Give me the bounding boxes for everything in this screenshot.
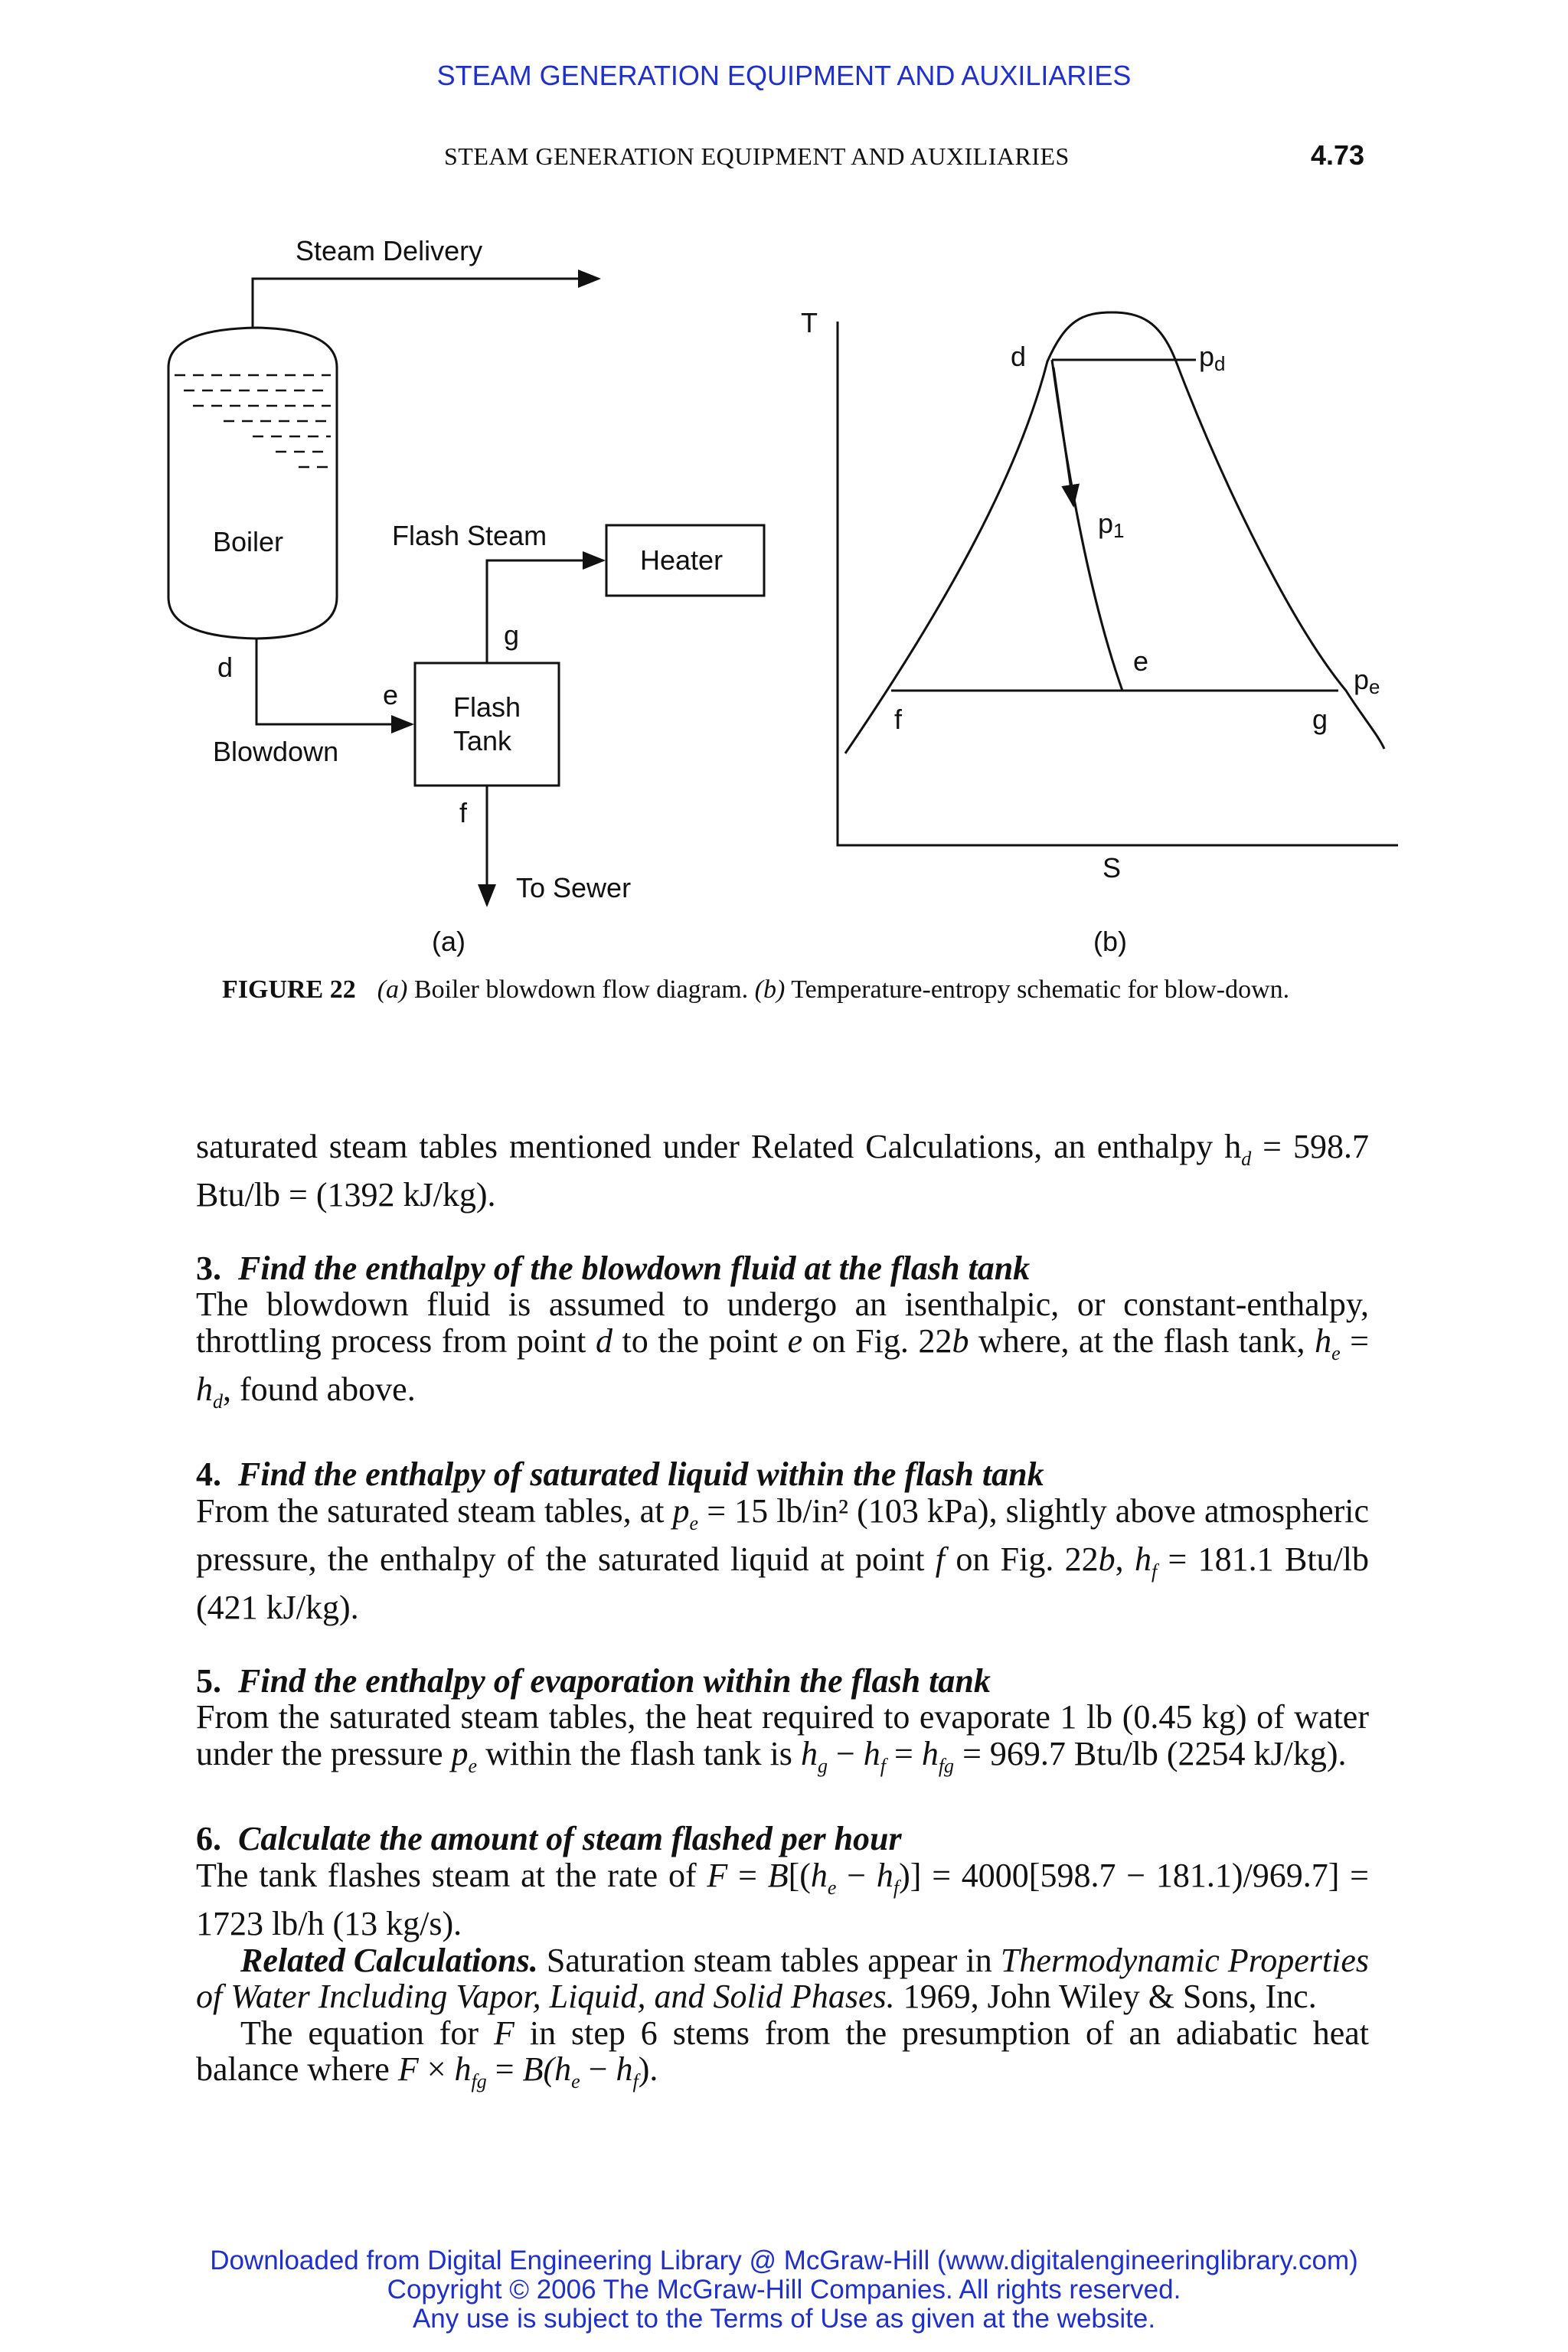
blowdown-label: Blowdown [213, 736, 339, 767]
point-g-label-b: g [1312, 704, 1328, 735]
point-d-label-b: d [1011, 341, 1027, 372]
steam-delivery-label: Steam Delivery [296, 235, 483, 266]
boiler-label: Boiler [213, 526, 284, 557]
caption-text-b: Temperature-entropy schematic for blow-down. [785, 975, 1290, 1004]
caption-part-a: (a) [377, 975, 408, 1004]
download-banner-title: STEAM GENERATION EQUIPMENT AND AUXILIARIES [436, 60, 1132, 91]
point-e-label-a: e [383, 679, 399, 710]
figure-panel-b [838, 312, 1398, 845]
pe-label: pe [1354, 664, 1380, 698]
step-4-text: From the saturated steam tables, at $p_e = 15$ lb/in² (103 kPa), slightly above atmospheric pressure, the enthalpy of the saturated liquid at point f on Fig. 22b, $h_f = 181.1$ Btu/lb (421 kJ/kg). [196, 1491, 1370, 1627]
download-footer [0, 2246, 1568, 2334]
point-e-label-b: e [1133, 645, 1149, 677]
step-5-text: From the saturated steam tables, the heat required to evaporate 1 lb (0.45 kg) of water under the pressure $p_e$ within the flash tank is $h_g - h_f = h_{fg} = 969.7$ Btu/lb (2254 kJ/kg). [196, 1698, 1369, 1777]
throttling-arrow [1054, 368, 1073, 505]
panel-b-label: (b) [1093, 926, 1127, 957]
point-g-label-a: g [504, 619, 520, 651]
flash-tank-box [415, 663, 559, 786]
footer-download-link[interactable]: Downloaded from Digital Engineering Library @ McGraw-Hill (www.digitalengineeringlibrary.com) [210, 2246, 1358, 2275]
t-s-axes [838, 322, 1398, 845]
figure-panel-b-labels [801, 307, 1380, 957]
body-text [196, 1129, 1369, 2099]
flash-steam-label: Flash Steam [392, 520, 547, 551]
paragraph-continued: saturated steam tables mentioned under Related Calculations, an enthalpy $h_d = 598.7$ Btu/lb = (1392 kJ/kg). [196, 1128, 1369, 1214]
related-calculations-text: Related Calculations. Saturation steam tables appear in Thermodynamic Properties of Water Including Vapor, Liquid, and Solid Phases. 1969, John Wiley & Sons, Inc. [196, 1941, 1369, 2016]
figure-caption-label: FIGURE 22 [222, 975, 356, 1004]
point-f-label-a: f [459, 797, 468, 828]
step-4-heading: 4. Find the enthalpy of saturated liquid within the flash tank [196, 1455, 1044, 1494]
pd-label: pd [1199, 341, 1226, 375]
tank-label: Tank [453, 725, 512, 756]
step-5-heading: 5. Find the enthalpy of evaporation within the flash tank [196, 1661, 991, 1700]
footer-terms-of-use[interactable]: Any use is subject to the Terms of Use as given at the website. [412, 2304, 1156, 2334]
step-6-text: The tank flashes steam at the rate of $F = B[(h_e - h_f)] = 4000[598.7 - 181.1)/969.7] = 1723$ lb/h (13 kg/s). [196, 1856, 1369, 1943]
steam-delivery-line [253, 279, 599, 328]
water-level-dashes [175, 375, 331, 467]
p1-label: p1 [1098, 508, 1125, 542]
t-axis-label: T [801, 307, 818, 338]
panel-a-label: (a) [432, 926, 466, 957]
running-head: STEAM GENERATION EQUIPMENT AND AUXILIARIES [444, 142, 1070, 170]
page-number: 4.73 [1311, 139, 1365, 171]
step-3-heading: 3. Find the enthalpy of the blowdown fluid at the flash tank [196, 1249, 1031, 1287]
flash-label: Flash [453, 691, 521, 723]
step-3-text: The blowdown fluid is assumed to undergo an isenthalpic, or constant-enthalpy, throttling process from point d to the point e on Fig. 22b where, at the flash tank, $h_e = h_d$, found above. [196, 1285, 1369, 1413]
s-axis-label: S [1102, 852, 1122, 884]
footer-copyright: Copyright © 2006 The McGraw-Hill Companies. All rights reserved. [387, 2275, 1181, 2305]
point-f-label-b: f [894, 704, 903, 735]
figure-22 [0, 0, 1568, 965]
caption-part-b: (b) [754, 975, 786, 1004]
equation-note-text: The equation for F in step 6 stems from the presumption of an adiabatic heat balance where $F \times h_{fg} = B(h_e - h_f)$. [196, 2014, 1370, 2092]
heater-label: Heater [640, 544, 724, 576]
point-d-label-a: d [217, 652, 234, 683]
figure-caption [222, 974, 1348, 1006]
to-sewer-label: To Sewer [516, 872, 632, 903]
caption-text-a: Boiler blowdown flow diagram. [407, 975, 755, 1004]
step-6-heading: 6. Calculate the amount of steam flashed per hour [196, 1820, 902, 1858]
